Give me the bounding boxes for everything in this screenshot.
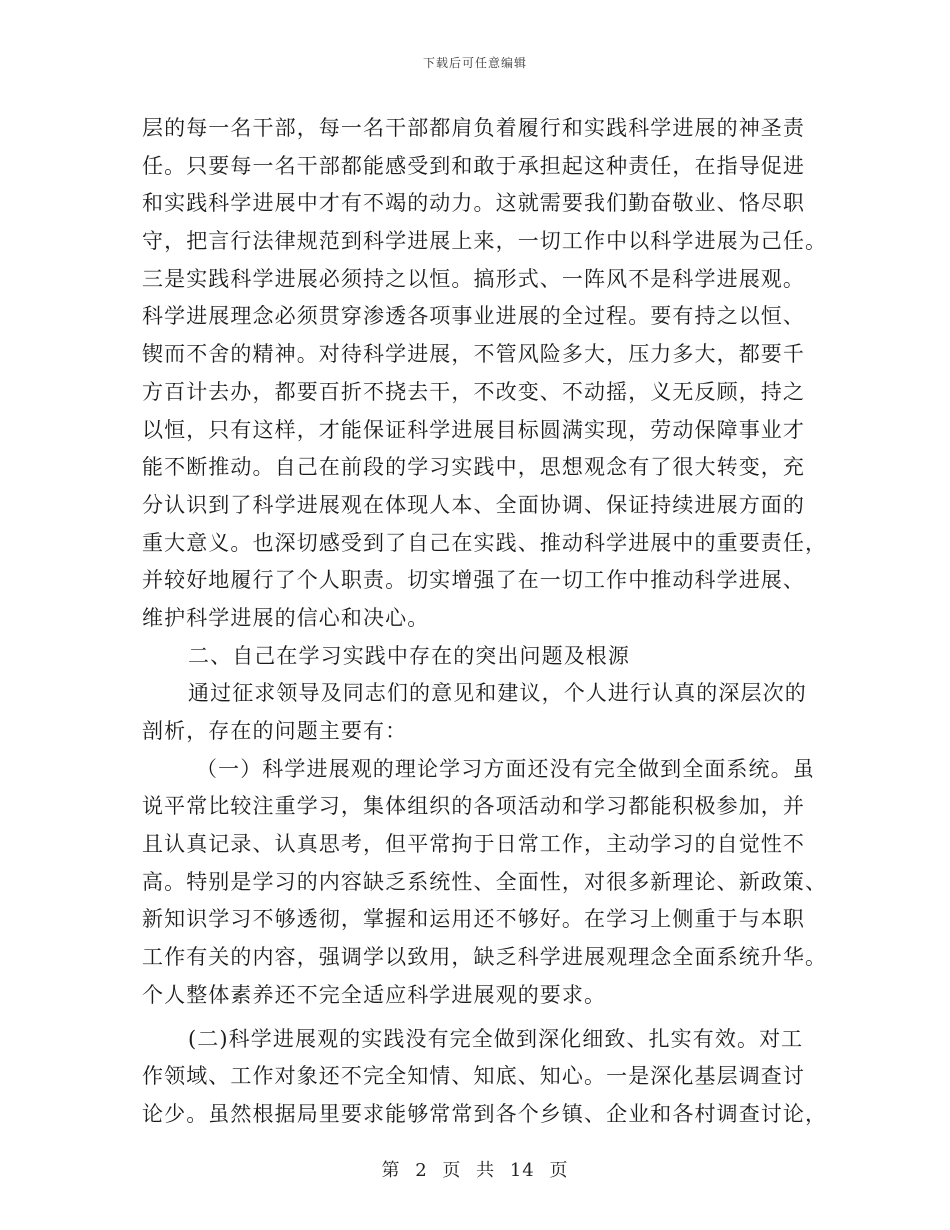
paragraph-line: 作领域、工作对象还不完全知情、知底、知心。一是深化基层调查讨 — [142, 1064, 805, 1089]
paragraph-line: 分认识到了科学进展观在体现人本、全面协调、保证持续进展方面的 — [142, 492, 805, 517]
document-body — [142, 110, 828, 1134]
page-footer: 第 2 页 共 14 页 — [381, 1160, 569, 1181]
page-header: 下载后可任意编辑 — [422, 56, 527, 70]
paragraph-line: 剖析，存在的问题主要有： — [142, 719, 408, 743]
paragraph-line: 锲而不舍的精神。对待科学进展，不管风险多大，压力多大，都要千 — [142, 342, 805, 367]
paragraph-line: 以恒，只有这样，才能保证科学进展目标圆满实现，劳动保障事业才 — [142, 417, 805, 442]
paragraph-line: 守，把言行法律规范到科学进展上来，一切工作中以科学进展为己任。 — [142, 229, 828, 254]
paragraph-line: 方百计去办，都要百折不挠去干，不改变、不动摇，义无反顾，持之 — [142, 379, 805, 404]
paragraph-line: 能不断推动。自己在前段的学习实践中，思想观念有了很大转变，充 — [142, 455, 805, 480]
paragraph-line: 任。只要每一名干部都能感受到和敢于承担起这种责任，在指导促进 — [142, 153, 805, 178]
paragraph-line: (二)科学进展观的实践没有完全做到深化细致、扎实有效。对工 — [188, 1026, 804, 1051]
paragraph-line: 通过征求领导及同志们的意见和建议，个人进行认真的深层次的 — [188, 681, 807, 706]
paragraph-line: 个人整体素养还不完全适应科学进展观的要求。 — [142, 982, 607, 1007]
section-heading: 二、自己在学习实践中存在的突出问题及根源 — [188, 643, 630, 668]
paragraph-line: 且认真记录、认真思考，但平常拘于日常工作，主动学习的自觉性不 — [142, 832, 805, 857]
paragraph-line: 重大意义。也深切感受到了自己在实践、推动科学进展中的重要责任， — [142, 530, 828, 555]
paragraph-line: 说平常比较注重学习，集体组织的各项活动和学习都能积极参加，并 — [142, 794, 805, 819]
paragraph-line: 论少。虽然根据局里要求能够常常到各个乡镇、企业和各村调查讨论， — [142, 1101, 828, 1126]
paragraph-line: 新知识学习不够透彻，掌握和运用还不够好。在学习上侧重于与本职 — [142, 907, 805, 932]
paragraph-line: 并较好地履行了个人职责。切实增强了在一切工作中推动科学进展、 — [142, 568, 805, 593]
paragraph-line: （一）科学进展观的理论学习方面还没有完全做到全面系统。虽 — [196, 756, 815, 781]
paragraph-line: 和实践科学进展中才有不竭的动力。这就需要我们勤奋敬业、恪尽职 — [142, 191, 805, 216]
paragraph-line: 科学进展理念必须贯穿渗透各项事业进展的全过程。要有持之以恒、 — [142, 304, 805, 329]
paragraph-line: 高。特别是学习的内容缺乏系统性、全面性，对很多新理论、新政策、 — [142, 869, 828, 894]
paragraph-line: 三是实践科学进展必须持之以恒。搞形式、一阵风不是科学进展观。 — [142, 266, 805, 291]
paragraph-line: 维护科学进展的信心和决心。 — [142, 605, 430, 630]
paragraph-line: 层的每一名干部，每一名干部都肩负着履行和实践科学进展的神圣责 — [142, 116, 805, 140]
paragraph-line: 工作有关的内容，强调学以致用，缺乏科学进展观理念全面系统升华。 — [142, 945, 828, 970]
